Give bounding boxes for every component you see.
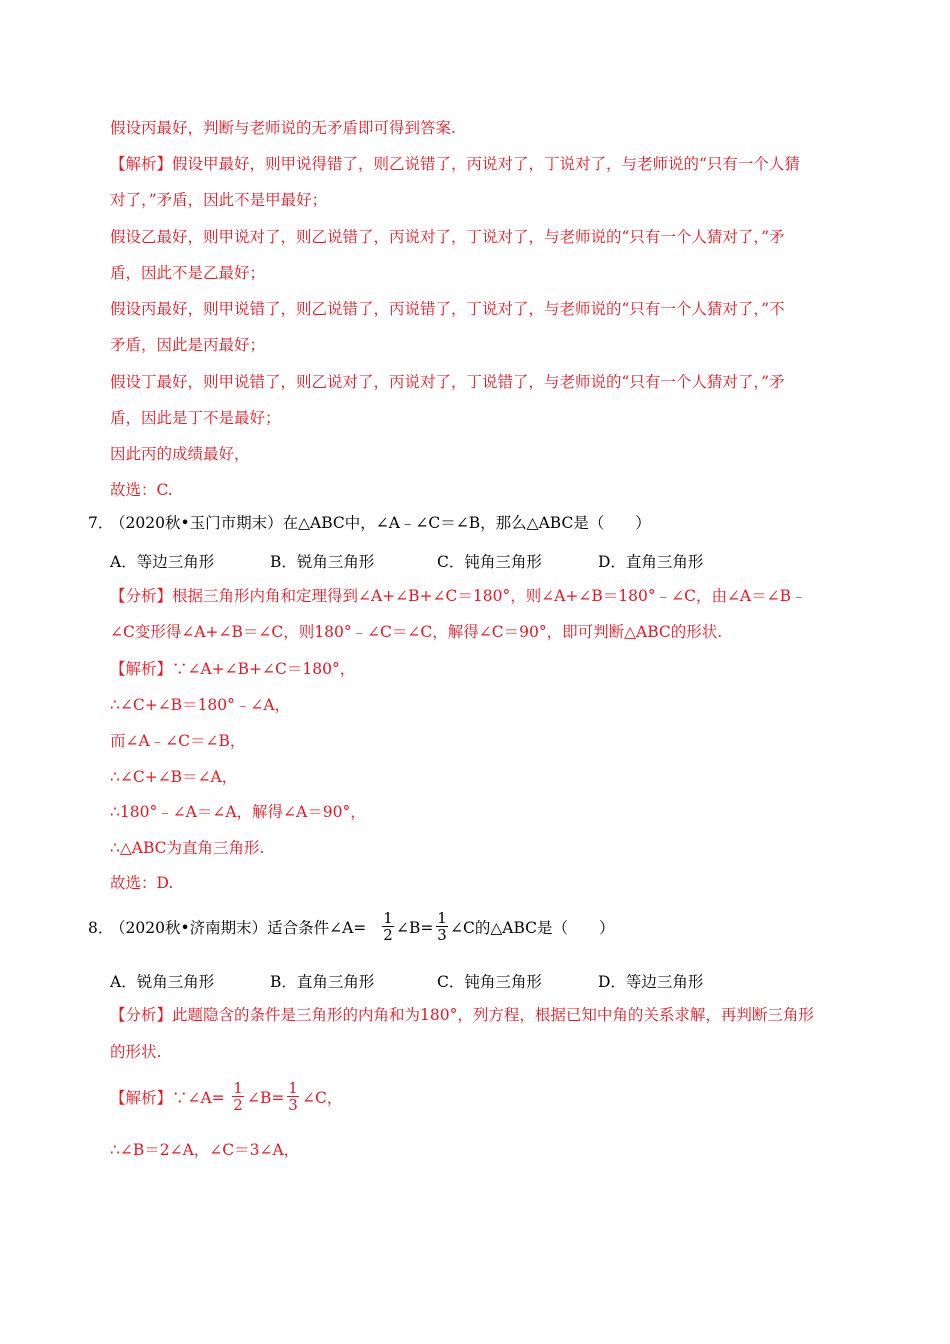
q8-stem: （2020秋•济南期末）适合条件∠A= (110, 919, 367, 937)
q8-option-d: D．等边三角形 (598, 973, 704, 991)
q8-solution-fraction-half: $\frac{1}{2}$ (233, 1079, 243, 1114)
q7-stem: （2020秋•玉门市期末）在△ABC中，∠A﹣∠C＝∠B，那么△ABC是（ ） (110, 514, 651, 532)
q7-solution: 故选：D. (110, 874, 174, 892)
q8-option-a: A．锐角三角形 (110, 973, 215, 991)
q7-solution: ∴∠C+∠B＝180°﹣∠A， (110, 696, 291, 714)
answer-line: 矛盾，因此是丙最好； (110, 336, 266, 354)
q7-solution: 【解析】∵∠A+∠B+∠C＝180°， (110, 660, 356, 678)
q7-option-a: A．等边三角形 (110, 553, 215, 571)
q8-fraction-half: $\frac{1}{2}$ (383, 909, 393, 944)
q8-solution: 【解析】∵∠A= (110, 1089, 225, 1107)
answer-line: 假设丙最好，则甲说错了，则乙说错了，丙说错了，丁说对了，与老师说的“只有一个人猜对了，”不 (110, 300, 785, 318)
answer-line: 对了，”矛盾，因此不是甲最好； (110, 191, 328, 209)
q8-solution-fraction-third: $\frac{1}{3}$ (288, 1079, 298, 1114)
answer-line: 因此丙的成绩最好， (110, 445, 250, 463)
q8-option-c: C．钝角三角形 (437, 973, 542, 991)
q7-analysis: 【分析】根据三角形内角和定理得到∠A+∠B+∠C＝180°，则∠A+∠B＝180°﹣∠C，由∠A＝∠B﹣ (110, 587, 807, 605)
answer-line: 假设丁最好，则甲说错了，则乙说对了，丙说对了，丁说错了，与老师说的“只有一个人猜对了，”矛 (110, 373, 785, 391)
q8-fraction-third: $\frac{1}{3}$ (437, 909, 447, 944)
q7-option-b: B．锐角三角形 (270, 553, 375, 571)
answer-line: 假设乙最好，则甲说对了，则乙说错了，丙说对了，丁说对了，与老师说的“只有一个人猜对了，”矛 (110, 228, 785, 246)
q8-number: 8． (88, 919, 114, 937)
q8-stem: ∠C的△ABC是（ ） (450, 919, 615, 937)
q8-solution: ∠C， (302, 1089, 343, 1107)
q7-option-d: D．直角三角形 (598, 553, 704, 571)
q8-analysis: 【分析】此题隐含的条件是三角形的内角和为180°，列方程，根据已知中角的关系求解，再判断三角形 (110, 1006, 814, 1024)
answer-line: 盾，因此不是乙最好； (110, 264, 266, 282)
answer-line: 盾，因此是丁不是最好； (110, 409, 281, 427)
q8-option-b: B．直角三角形 (270, 973, 375, 991)
q8-solution: ∴∠B＝2∠A，∠C＝3∠A， (110, 1141, 300, 1159)
q7-analysis: ∠C变形得∠A+∠B＝∠C，则180°﹣∠C＝∠C，解得∠C＝90°，即可判断△ABC的形状. (110, 623, 723, 641)
q7-solution: ∴180°﹣∠A＝∠A，解得∠A＝90°， (110, 803, 366, 821)
q7-solution: 而∠A﹣∠C＝∠B， (110, 732, 246, 750)
q8-analysis: 的形状. (110, 1043, 162, 1061)
q7-option-c: C．钝角三角形 (437, 553, 542, 571)
answer-line: 【解析】假设甲最好，则甲说得错了，则乙说错了，丙说对了，丁说对了，与老师说的“只有一个人猜 (110, 155, 800, 173)
answer-line: 故选：C. (110, 481, 173, 499)
q7-solution: ∴∠C+∠B＝∠A， (110, 768, 238, 786)
answer-line: 假设丙最好，判断与老师说的无矛盾即可得到答案. (110, 119, 456, 137)
q8-stem: ∠B= (396, 919, 434, 937)
q7-number: 7． (88, 514, 114, 532)
q8-solution: ∠B= (247, 1089, 285, 1107)
q7-solution: ∴△ABC为直角三角形. (110, 839, 265, 857)
